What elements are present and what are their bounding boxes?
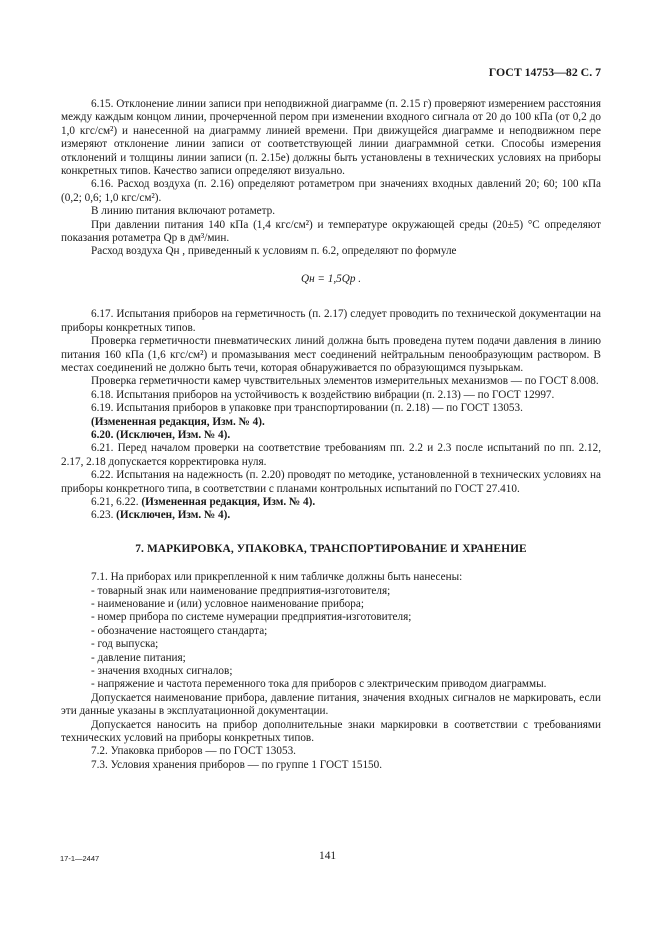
document-body (61, 98, 601, 772)
paragraph-7-1: 7.1. На приборах или прикрепленной к ним табличке должны быть нанесены: (91, 571, 463, 584)
paragraph-6-16-c: При давлении питания 140 кПа (1,4 кгс/см²) и температуре окружающей среды (20±5) °С определяют показания ротаметра Qр в дм³/мин. (61, 218, 601, 245)
page-number: 141 (319, 850, 337, 862)
paragraph-6-18: 6.18. Испытания приборов на устойчивость к воздействию вибрации (п. 2.13) — по ГОСТ 12997. (91, 388, 555, 401)
page-header: ГОСТ 14753—82 С. 7 (488, 65, 601, 79)
paragraph-6-16-b: В линию питания включают ротаметр. (91, 205, 276, 218)
paragraph-6-23-note: (Исключен, Изм. № 4). (116, 509, 231, 522)
list-item: - наименование и (или) условное наименование прибора; (91, 598, 364, 610)
amendment-6-21-6-22-note: (Измененная редакция, Изм. № 4). (141, 495, 316, 508)
amendment-6-21-6-22 (61, 496, 601, 509)
paragraph-7-1-b: Допускается наименование прибора, давление питания, значения входных сигналов не маркировать, если эти данные указаны в эксплуатационной документации. (61, 691, 601, 718)
paragraph-6-17-b: Проверка герметичности пневматических линий должна быть проведена путем подачи давления в линию питания 160 кПа (1,6 кгс/см²) и промазывания мест соединений нейтральным пенообразующим раствором. В местах соединений не должно быть течи, которая обнаруживается по образующимся пузырькам. (61, 335, 601, 374)
paragraph-6-16: 6.16. Расход воздуха (п. 2.16) определяют ротаметром при значениях входных давлений 20; 60; 100 кПа (0,2; 0,6; 1,0 кгс/см²). (61, 178, 601, 204)
paragraph-6-23 (61, 509, 601, 522)
marking-list (61, 585, 601, 692)
list-item: - год выпуска; (91, 638, 159, 651)
paragraph-6-19: 6.19. Испытания приборов в упаковке при транспортировании (п. 2.18) — по ГОСТ 13053. (91, 402, 523, 415)
list-item: - значения входных сигналов; (91, 665, 233, 678)
paragraph-6-17: 6.17. Испытания приборов на герметичность (п. 2.17) следует проводить по технической документации на приборы конкретных типов. (61, 308, 601, 334)
paragraph-7-3: 7.3. Условия хранения приборов — по группе 1 ГОСТ 15150. (91, 758, 383, 771)
paragraph-6-16-d: Расход воздуха Qн , приведенный к условиям п. 6.2, определяют по формуле (91, 245, 457, 258)
paragraph-6-15: 6.15. Отклонение линии записи при неподвижной диаграмме (п. 2.15 г) проверяют измерением расстояния между каждым концом линии, прочерченной пером при изменении входного сигнала от 20 до 100 кПа (от 0,2 до 1,0 кгс/см²) и нанесенной на диаграмму линией времени. При движущейся диаграмме и неподвижном пере измеряют отклонение линии записи от соответствующей линии диаграммной сетки. Способы измерения отклонений и толщины линии записи (п. 2.15е) должны быть установлены в технических условиях на приборы конкретных типов. Качество записи определяют визуально. (61, 98, 601, 178)
amendment-note-6-19: (Измененная редакция, Изм. № 4). (91, 415, 265, 428)
list-item: - обозначение настоящего стандарта; (91, 624, 268, 637)
paragraph-6-23-prefix: 6.23. (91, 509, 114, 522)
amendment-6-21-6-22-prefix: 6.21, 6.22. (91, 495, 139, 508)
paragraph-7-2: 7.2. Упаковка приборов — по ГОСТ 13053. (91, 745, 296, 758)
list-item: - давление питания; (91, 651, 186, 664)
paragraph-6-20: 6.20. (Исключен, Изм. № 4). (91, 428, 231, 441)
paragraph-6-21: 6.21. Перед началом проверки на соответствие требованиям пп. 2.2 и 2.3 после испытаний по пп. 2.12, 2.17, 2.18 допускается корректировка нуля. (61, 442, 601, 468)
list-item: - товарный знак или наименование предприятия-изготовителя; (91, 584, 391, 597)
list-item: - напряжение и частота переменного тока для приборов с электрическим приводом диаграммы. (91, 678, 547, 691)
formula-air-flow: Qн = 1,5Qр . (300, 272, 362, 285)
list-item: - номер прибора по системе нумерации предприятия-изготовителя; (91, 611, 412, 624)
paragraph-7-1-c: Допускается наносить на прибор дополнительные знаки маркировки в соответствии с требованиями технических условий на приборы конкретных типов. (61, 718, 601, 745)
paragraph-6-17-c: Проверка герметичности камер чувствительных элементов измерительных механизмов — по ГОСТ 8.008. (91, 375, 599, 388)
paragraph-6-22: 6.22. Испытания на надежность (п. 2.20) проводят по методике, установленной в технических условиях на приборы конкретного типа, в соответствии с планами контрольных испытаний по ГОСТ 27.410. (61, 469, 601, 495)
section-7-title: 7. МАРКИРОВКА, УПАКОВКА, ТРАНСПОРТИРОВАНИЕ И ХРАНЕНИЕ (135, 542, 527, 555)
print-code: 17-1—2447 (60, 854, 100, 863)
